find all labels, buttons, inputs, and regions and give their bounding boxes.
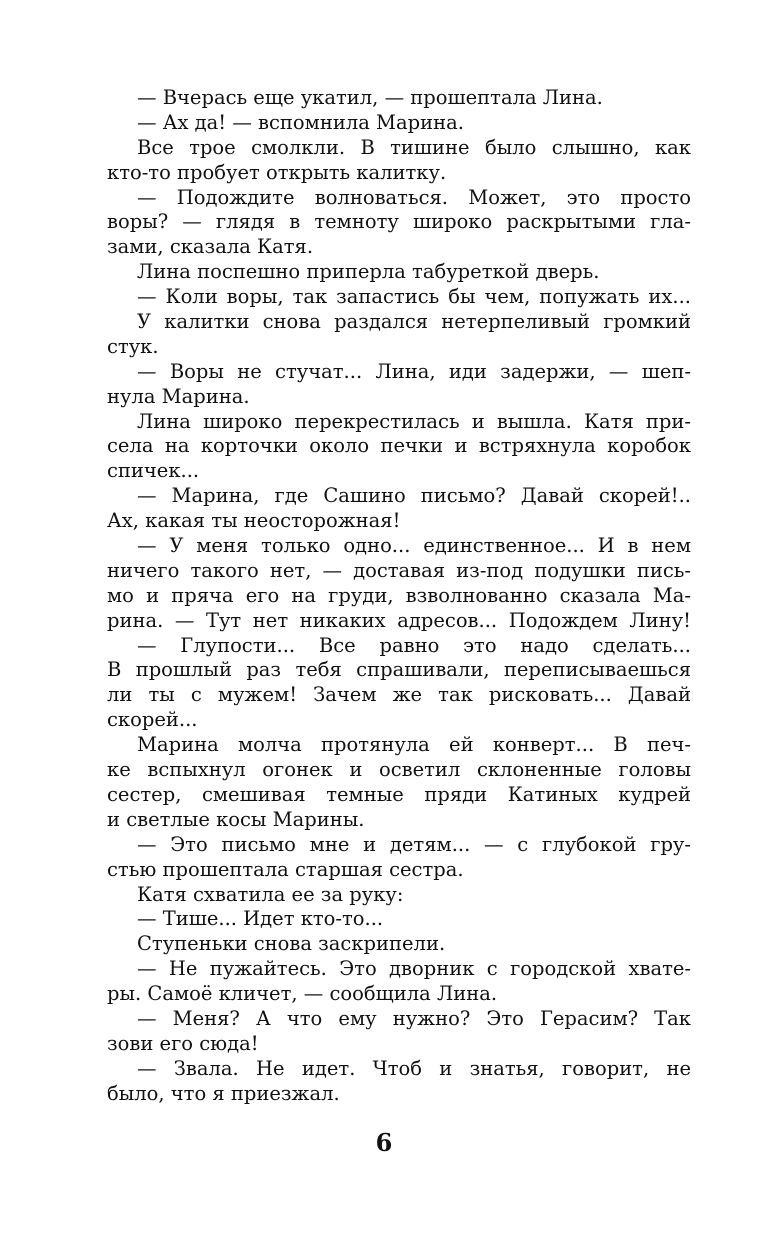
text-line: — Это письмо мне и детям... — с глубокой гру-: [137, 832, 691, 856]
text-line: В прошлый раз тебя спрашивали, переписываешься: [107, 658, 691, 682]
text-line: спичек...: [107, 459, 200, 483]
text-line: — Вчерась еще укатил, — прошептала Лина.: [137, 86, 603, 109]
text-line: нула Марина.: [107, 384, 250, 408]
text-line: Ступеньки снова заскрипели.: [137, 932, 446, 956]
body-text: [107, 86, 691, 1107]
text-line: было, что я приезжал.: [107, 1081, 340, 1105]
text-line: Марина молча протянула ей конверт... В печ-: [137, 733, 691, 757]
text-line: ке вспыхнул огонек и осветил склоненные головы: [107, 758, 691, 782]
text-line: — Глупости... Все равно это надо сделать...: [137, 633, 691, 657]
text-line: Лина поспешно приперла табуреткой дверь.: [137, 260, 600, 284]
text-line: — Подождите волноваться. Может, это просто: [137, 185, 691, 209]
text-line: ли ты с мужем! Зачем же так рисковать... Давай: [107, 683, 691, 707]
text-line: — У меня только одно... единственное... И в нем: [137, 534, 691, 558]
text-line: села на корточки около печки и встряхнула коробок: [107, 434, 691, 458]
text-line: — Меня? А что ему нужно? Это Герасим? Так: [137, 1006, 691, 1030]
text-line: — Коли воры, так запастись бы чем, попужать их...: [137, 285, 691, 309]
text-line: — Не пужайтесь. Это дворник с городской хвате-: [137, 957, 691, 981]
text-line: — Звала. Не идет. Чтоб и знатья, говорит, не: [137, 1056, 691, 1080]
text-line: ничего такого нет, — доставая из-под подушки пись-: [107, 558, 691, 582]
text-line: — Марина, где Сашино письмо? Давай скорей!..: [137, 484, 691, 508]
text-line: Лина широко перекрестилась и вышла. Катя при-: [137, 409, 691, 433]
page-number: 6: [375, 1128, 393, 1157]
text-line: Катя схватила ее за руку:: [137, 882, 404, 906]
text-line: У калитки снова раздался нетерпеливый громкий: [137, 310, 691, 334]
text-line: Ах, какая ты неосторожная!: [107, 509, 401, 533]
text-line: — Ах да! — вспомнила Марина.: [137, 110, 464, 134]
text-line: воры? — глядя в темноту широко раскрытыми гла-: [107, 210, 691, 234]
text-line: рина. — Тут нет никаких адресов... Подождем Лину!: [107, 608, 691, 632]
text-line: кто-то пробует открыть калитку.: [107, 160, 447, 184]
text-line: стук.: [107, 334, 159, 358]
text-line: сестер, смешивая темные пряди Катиных кудрей: [107, 782, 691, 806]
text-line: скорей...: [107, 708, 198, 732]
text-line: зови его сюда!: [107, 1031, 259, 1055]
text-line: — Воры не стучат... Лина, иди задержи, — шеп-: [137, 359, 691, 383]
text-line: — Тише... Идет кто-то...: [137, 907, 384, 931]
text-line: ры. Самоё кличет, — сообщила Лина.: [107, 982, 498, 1006]
text-line: зами, сказала Катя.: [107, 235, 314, 259]
text-line: и светлые косы Марины.: [107, 807, 365, 831]
text-line: Все трое смолкли. В тишине было слышно, как: [137, 135, 691, 159]
text-line: стью прошептала старшая сестра.: [107, 857, 464, 881]
text-line: мо и пряча его на груди, взволнованно сказала Ма-: [107, 583, 691, 607]
